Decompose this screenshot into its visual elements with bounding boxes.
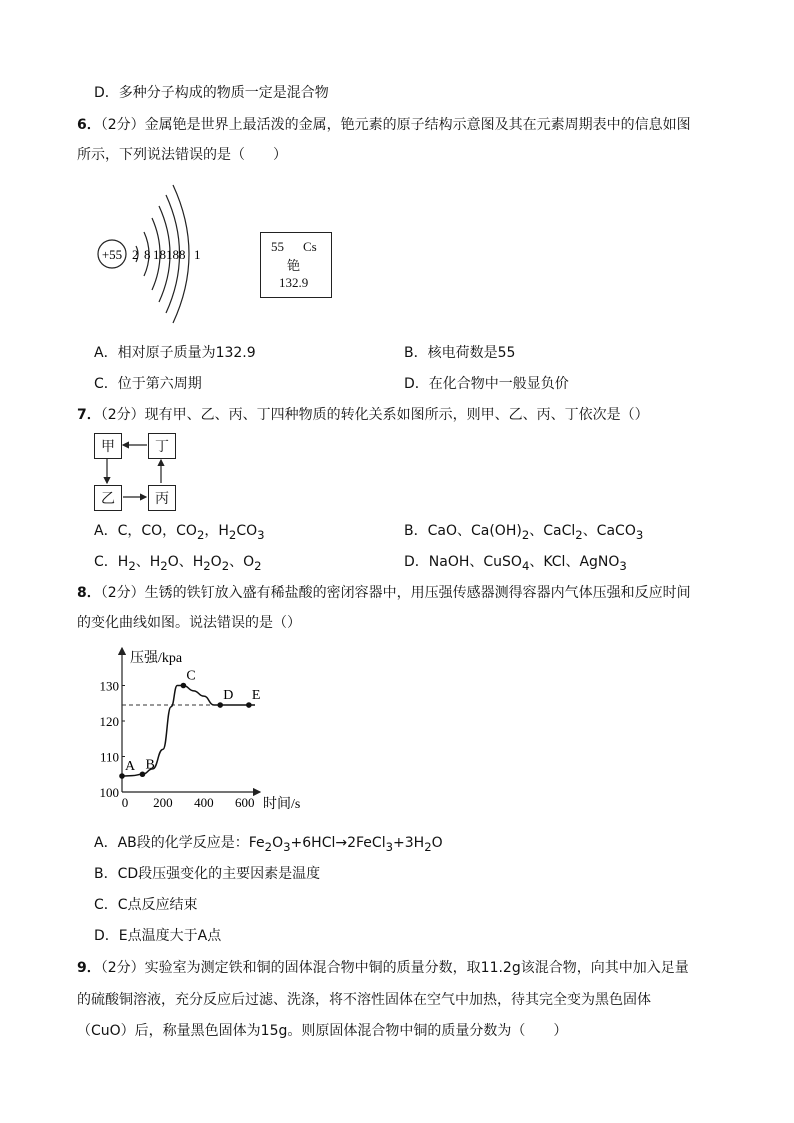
- q7-option-c[interactable]: C．$H_2$、$H_2O$、$H_2O_2$、$O_2$: [94, 554, 262, 573]
- q7-stem: [77, 404, 649, 424]
- q7-stem-text: （2分）现有甲、乙、丙、丁四种物质的转化关系如图所示，则甲、乙、丙、丁依次是（）: [100, 407, 649, 423]
- y-tick-label-0: 100: [99, 785, 119, 800]
- x-tick-label-1: 200: [153, 795, 173, 810]
- point-label-D: D: [223, 688, 234, 704]
- q6-option-d[interactable]: D．在化合物中一般显负价: [404, 376, 569, 392]
- q6-stem-line2: 所示，下列说法错误的是（ ）: [77, 147, 287, 163]
- y-tick-label-3: 130: [99, 678, 119, 694]
- x-tick-label-0: 0: [121, 795, 129, 810]
- nucleus-label: +55: [101, 247, 123, 262]
- q8-option-c[interactable]: C．C点反应结束: [94, 897, 198, 913]
- y-tick-label-1: 110: [99, 749, 119, 765]
- element-cell: [260, 232, 332, 298]
- q8-stem-line1: [77, 582, 691, 602]
- element-name: 铯: [287, 259, 301, 274]
- point-label-E: E: [251, 688, 261, 704]
- q7-arrows: [90, 430, 180, 514]
- q9-line2: 的硫酸铜溶液，充分反应后过滤、洗涤，将不溶性固体在空气中加热，待其完全变为黑色固体: [77, 992, 651, 1008]
- point-B: [140, 771, 146, 777]
- pressure-time-chart: [90, 640, 320, 820]
- q9-line1: [77, 957, 689, 977]
- q7-option-b[interactable]: B．CaO、$Ca(OH)_2$、CaCl$_2$、CaCO$_3$: [404, 523, 644, 542]
- x-axis-label: 时间/s: [263, 797, 301, 812]
- q7-option-a[interactable]: A．C，CO，$CO_2$，$H_2CO_3$: [94, 523, 265, 542]
- shell-count-1: 2: [132, 247, 139, 262]
- point-E: [246, 702, 252, 708]
- q9-text1: （2分）实验室为测定铁和铜的固体混合物中铜的质量分数，取11.2g该混合物，向其中加入足量: [100, 960, 689, 976]
- shell-count-5: 8: [179, 247, 186, 262]
- point-A: [119, 773, 125, 779]
- q9-line3: （CuO）后，称量黑色固体为15g。则原固体混合物中铜的质量分数为（ ）: [77, 1023, 568, 1039]
- q7-option-d[interactable]: D．NaOH、CuSO$_4$、KCl、AgNO$_3$: [404, 554, 627, 573]
- q8-stem-text: （2分）生锈的铁钉放入盛有稀盐酸的密闭容器中，用压强传感器测得容器内气体压强和反应时间: [100, 585, 691, 601]
- q7-number: 7．: [77, 407, 101, 423]
- x-tick-label-2: 400: [194, 795, 214, 810]
- y-tick-label-2: 120: [99, 714, 119, 729]
- point-C: [181, 683, 187, 689]
- q8-option-a[interactable]: A．AB段的化学反应是：$Fe_2O_3+6HCl\to 2FeCl_3+3H_2O$: [94, 835, 443, 854]
- q6-stem-line1: [77, 114, 691, 134]
- shell-count-3: 18: [153, 247, 166, 262]
- shell-count-2: 8: [144, 247, 151, 262]
- element-mass: 132.9: [279, 275, 309, 290]
- q6-number: 6．: [77, 117, 101, 133]
- q6-option-a[interactable]: A．相对原子质量为132.9: [94, 345, 256, 361]
- box-ding: 丁: [148, 433, 176, 459]
- x-tick-label-3: 600: [235, 795, 255, 810]
- q8-option-d[interactable]: D．E点温度大于A点: [94, 928, 222, 944]
- q9-number: 9．: [77, 960, 101, 976]
- q6-stem-text: （2分）金属铯是世界上最活泼的金属，铯元素的原子结构示意图及其在元素周期表中的信息如图: [100, 117, 691, 133]
- box-yi: 乙: [94, 485, 122, 511]
- atom-structure-diagram: [92, 180, 222, 330]
- q8-number: 8．: [77, 585, 101, 601]
- shell-count-6: 1: [194, 247, 201, 262]
- element-symbol: Cs: [303, 239, 317, 254]
- shell-count-4: 18: [166, 247, 179, 262]
- q8-option-b[interactable]: B．CD段压强变化的主要因素是温度: [94, 866, 321, 882]
- box-bing: 丙: [148, 485, 176, 511]
- point-label-A: A: [125, 759, 136, 775]
- point-label-C: C: [186, 668, 196, 684]
- q8-stem-line2: 的变化曲线如图。说法错误的是（）: [77, 615, 301, 631]
- element-number: 55: [271, 239, 284, 254]
- point-D: [217, 702, 223, 708]
- q6-option-b[interactable]: B．核电荷数是55: [404, 345, 516, 361]
- box-jia: 甲: [94, 433, 122, 459]
- q6-option-c[interactable]: C．位于第六周期: [94, 376, 202, 392]
- point-label-B: B: [145, 757, 155, 773]
- q5-option-d: D．多种分子构成的物质一定是混合物: [94, 85, 329, 101]
- y-axis-label: 压强/kpa: [130, 651, 183, 666]
- pressure-curve: [122, 686, 255, 777]
